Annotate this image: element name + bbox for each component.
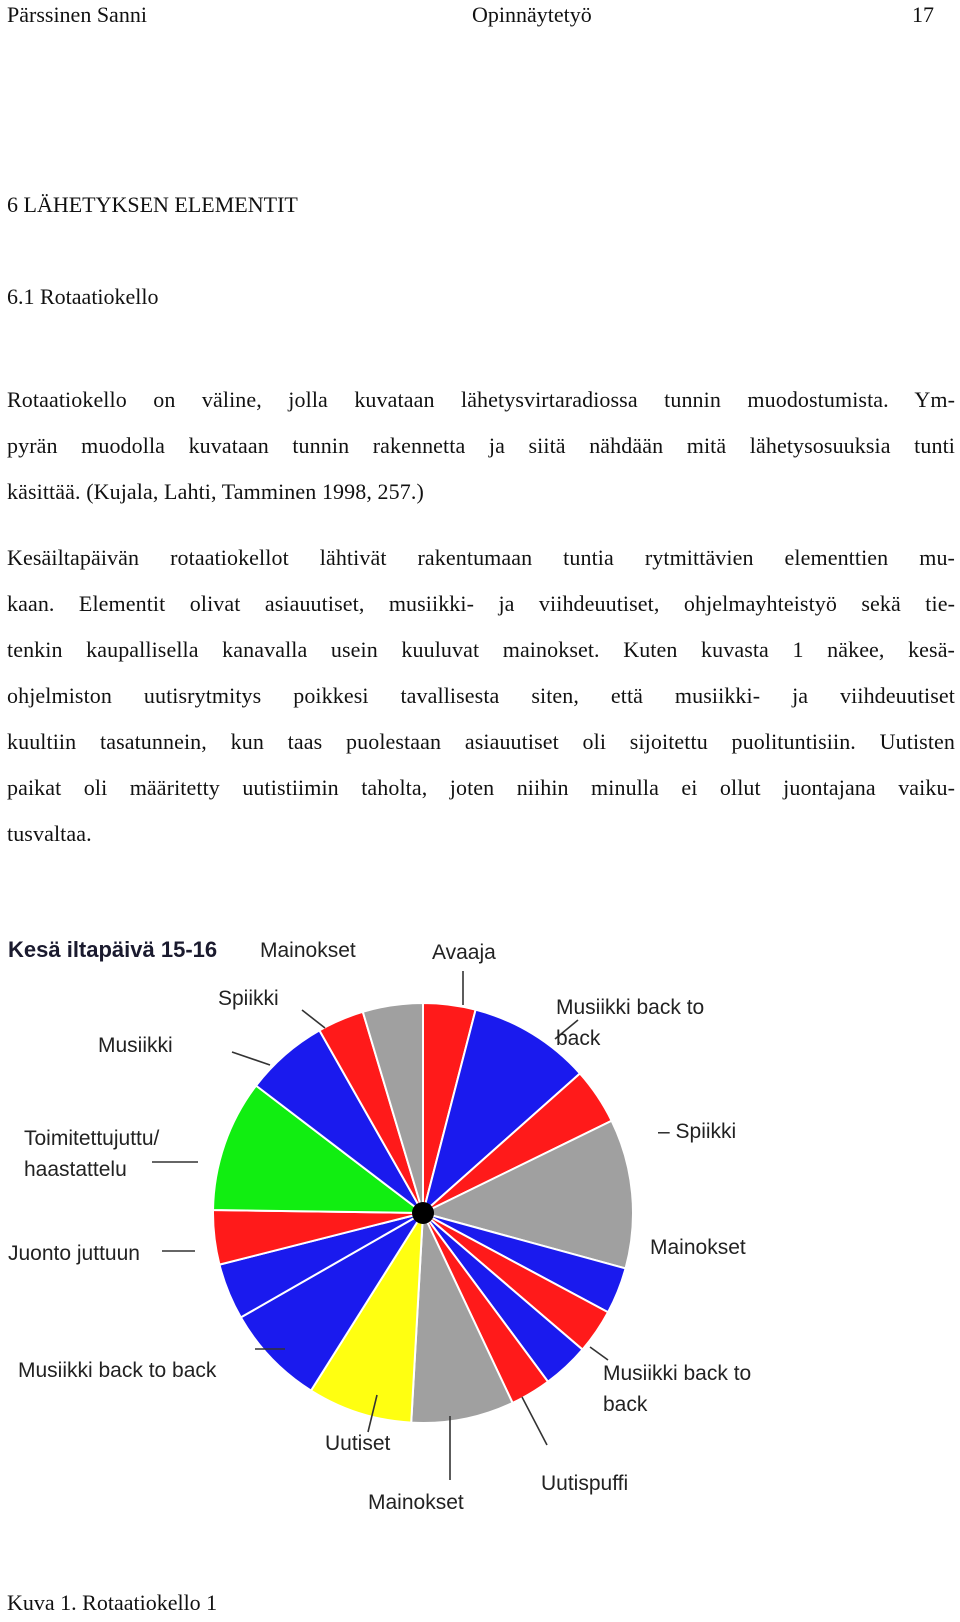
label-juonto: Juonto juttuun	[8, 1241, 140, 1265]
label-toimitettujuttu: Toimitettujuttu/	[24, 1126, 160, 1150]
label-musiikki: Musiikki	[98, 1033, 173, 1057]
label-musiikki-b2b-right-2: back	[603, 1392, 648, 1416]
label-spiikki-right: – Spiikki	[658, 1119, 737, 1143]
figure-title: Kesä iltapäivä 15-16	[8, 937, 218, 962]
subsection-heading: 6.1 Rotaatiokello	[7, 284, 159, 309]
leader-line	[590, 1347, 608, 1360]
rotation-clock-figure	[0, 935, 960, 1595]
page-header	[0, 0, 960, 32]
paragraph-line: käsittää. (Kujala, Lahti, Tamminen 1998, 257.)	[7, 479, 424, 504]
label-spiikki-left: Spiikki	[218, 986, 279, 1010]
paragraph-2	[7, 535, 955, 857]
leader-line	[522, 1397, 547, 1445]
clock-slices	[213, 1003, 633, 1423]
label-mainokset-top: Mainokset	[260, 938, 356, 962]
label-musiikki-b2b-right: Musiikki back to	[603, 1361, 752, 1385]
leader-line	[302, 1010, 325, 1028]
figure-caption: Kuva 1. Rotaatiokello 1	[7, 1590, 218, 1615]
section-heading: 6 LÄHETYKSEN ELEMENTIT	[7, 192, 298, 217]
paragraph-1	[7, 377, 955, 515]
label-musiikki-b2b-top-2: back	[556, 1026, 601, 1050]
rotation-clock-svg	[0, 935, 960, 1595]
paragraph-line: pyrän muodolla kuvataan tunnin rakennetta ja siitä nähdään mitä lähetysosuuksia tunti	[7, 433, 955, 458]
header-title: Opinnäytetyö	[472, 2, 592, 27]
label-haastattelu: haastattelu	[24, 1157, 127, 1181]
label-musiikki-b2b-top: Musiikki back to	[556, 995, 705, 1019]
clock-center-dot	[412, 1202, 434, 1224]
paragraph-line: paikat oli määritetty uutistiimin taholta, joten niihin minulla ei ollut juontajana vaiku-	[7, 775, 955, 800]
label-mainokset-right: Mainokset	[650, 1235, 746, 1259]
leader-line	[232, 1052, 270, 1065]
label-uutispuffi: Uutispuffi	[541, 1471, 629, 1495]
label-musiikki-b2b-left: Musiikki back to back	[18, 1358, 217, 1382]
paragraph-line: Rotaatiokello on väline, jolla kuvataan lähetysvirtaradiossa tunnin muodostumista. Ym-	[7, 387, 955, 412]
label-mainokset-bottom: Mainokset	[368, 1490, 464, 1514]
paragraph-line: ohjelmiston uutisrytmitys poikkesi tavallisesta siten, että musiikki- ja viihdeuutiset	[7, 683, 955, 708]
label-uutiset: Uutiset	[325, 1431, 391, 1455]
header-author: Pärssinen Sanni	[7, 2, 147, 27]
paragraph-line: kaan. Elementit olivat asiauutiset, musiikki- ja viihdeuutiset, ohjelmayhteistyö sekä tie-	[7, 591, 955, 616]
paragraph-line: tenkin kaupallisella kanavalla usein kuuluvat mainokset. Kuten kuvasta 1 näkee, kesä-	[7, 637, 955, 662]
paragraph-line: Kesäiltapäivän rotaatiokellot lähtivät rakentumaan tuntia rytmittävien elementtien mu-	[7, 545, 955, 570]
label-avaaja: Avaaja	[432, 940, 496, 964]
page-number: 17	[912, 2, 934, 27]
paragraph-line: kuultiin tasatunnein, kun taas puolestaan asiauutiset oli sijoitettu puolituntisiin. Uutisten	[7, 729, 955, 754]
paragraph-line: tusvaltaa.	[7, 821, 92, 846]
